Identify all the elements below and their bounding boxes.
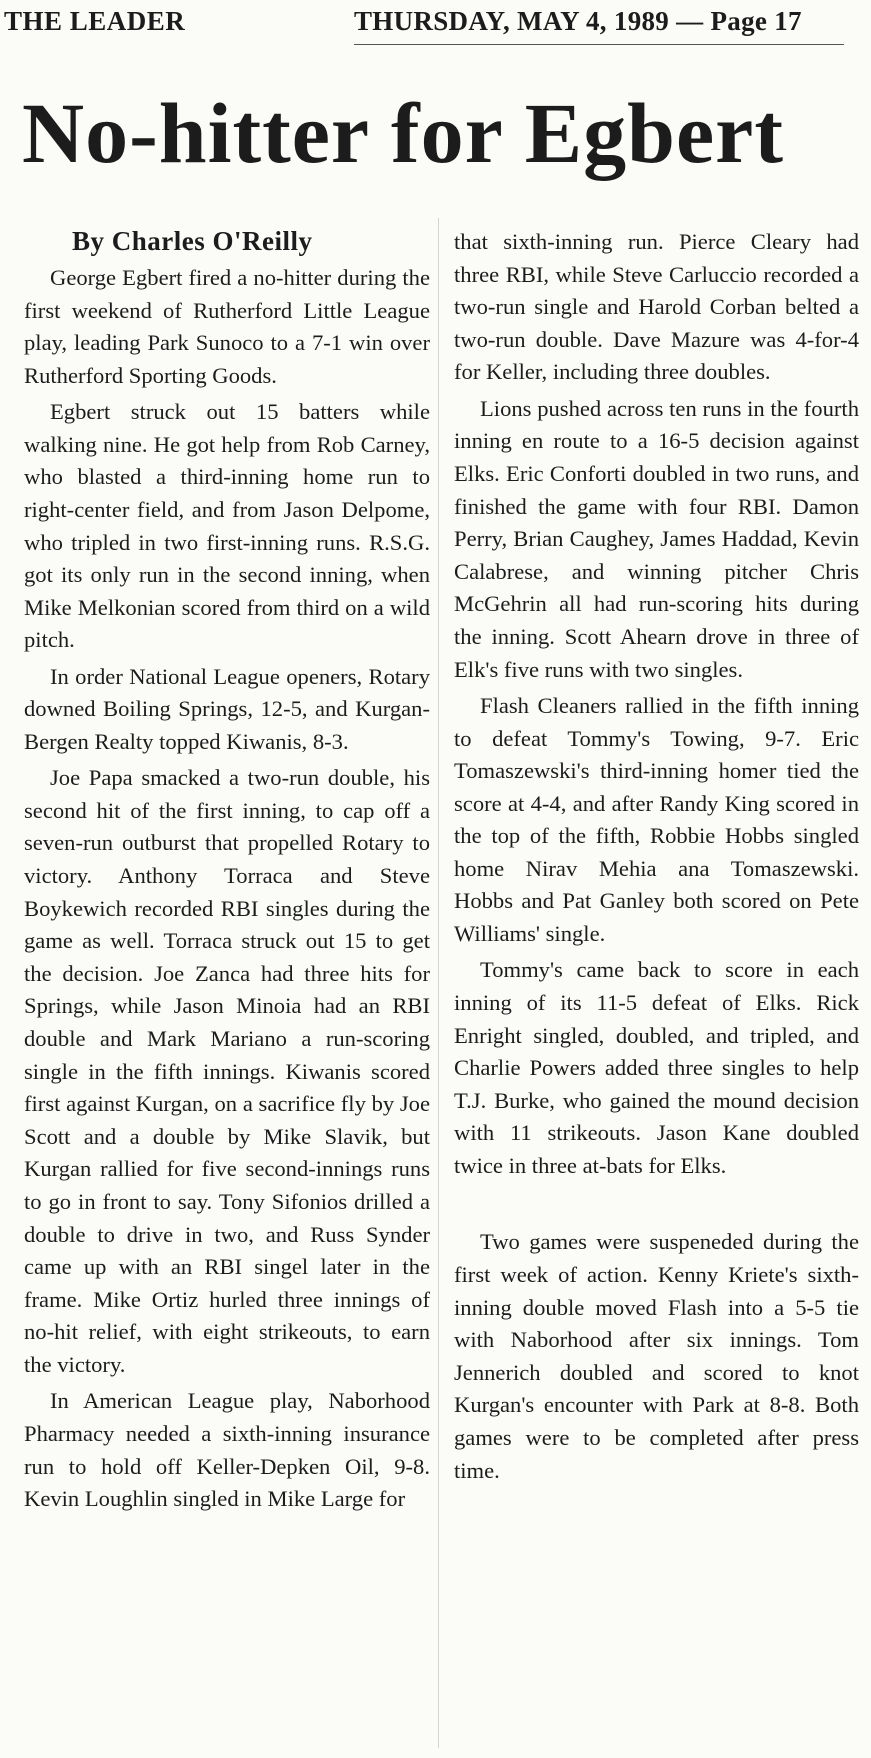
- paragraph: In American League play, Naborhood Pharmacy needed a sixth-inning insurance run to hold off Keller-Depken Oil, 9-8. Kevin Loughlin singled in Mike Large for: [24, 1388, 430, 1512]
- paragraph: Flash Cleaners rallied in the fifth inning to defeat Tommy's Towing, 9-7. Eric Tomaszewski's third-inning homer tied the score at 4-4, and after Randy King scored in the top of the fifth, Robbie Hobbs singled home Nirav Mehia ana Tomaszewski. Hobbs and Pat Ganley both scored on Pete Williams' single.: [454, 692, 859, 947]
- paragraph: Joe Papa smacked a two-run double, his second hit of the first inning, to cap off a seven-run outburst that propelled Rotary to victory. Anthony Torraca and Steve Boykewich recorded RBI singles during the game as well. Torraca struck out 15 to get the decision. Joe Zanca had three hits for Springs, while Jason Minoia had an RBI double and Mark Mariano a run-scoring single in the fifth innings. Kiwanis scored first against Kurgan, on a sacrifice fly by Joe Scott and a double by Mike Slavik, but Kurgan rallied for five second-innings runs to go in front to say. Tony Sifonios drilled a double to drive in two, and Russ Synder came up with an RBI singel later in the frame. Mike Ortiz hurled three innings of no-hit relief, with eight strikeouts, to earn the victory.: [24, 765, 430, 1377]
- column-divider: [438, 218, 439, 1748]
- paragraph: Egbert struck out 15 batters while walking nine. He got help from Rob Carney, who blasted a third-inning home run to right-center field, and from Jason Delpome, who tripled in two first-inning runs. R.S.G. got its only run in the second inning, when Mike Melkonian scored from third on a wild pitch.: [24, 399, 430, 653]
- article-column-left: [24, 226, 430, 1520]
- masthead: [0, 0, 871, 60]
- date-and-page: THURSDAY, MAY 4, 1989 — Page 17: [354, 6, 802, 36]
- paragraph: In order National League openers, Rotary downed Boiling Springs, 12-5, and Kurgan-Bergen Realty topped Kiwanis, 8-3.: [24, 663, 430, 754]
- paragraph-continued: that sixth-inning run. Pierce Cleary had three RBI, while Steve Carluccio recorded a two-run single and Harold Corban belted a two-run double. Dave Mazure was 4-for-4 for Keller, including three doubles.: [454, 229, 859, 385]
- section-gap: [454, 1186, 859, 1226]
- headline: No-hitter for Egbert: [22, 85, 784, 181]
- paragraph: George Egbert fired a no-hitter during the first weekend of Rutherford Little League play, leading Park Sunoco to a 7-1 win over Rutherford Sporting Goods.: [24, 265, 430, 388]
- paragraph: Lions pushed across ten runs in the fourth inning en route to a 16-5 decision against Elks. Eric Conforti doubled in two runs, and finished the game with four RBI. Damon Perry, Brian Caughey, James Haddad, Kevin Calabrese, and winning pitcher Chris McGehrin all had run-scoring hits during the inning. Scott Ahearn drove in three of Elk's five runs with two singles.: [454, 395, 859, 682]
- paragraph: Tommy's came back to score in each inning of its 11-5 defeat of Elks. Rick Enright singled, doubled, and tripled, and Charlie Powers added three singles to help T.J. Burke, who gained the mound decision with 11 strikeouts. Jason Kane doubled twice in three at-bats for Elks.: [454, 957, 859, 1179]
- newspaper-name: THE LEADER: [4, 6, 186, 36]
- paragraph: Two games were suspeneded during the first week of action. Kenny Kriete's sixth-inning double moved Flash into a 5-5 tie with Naborhood after six innings. Tom Jennerich doubled and scored to knot Kurgan's encounter with Park at 8-8. Both games were to be completed after press time.: [454, 1229, 859, 1483]
- byline: By Charles O'Reilly: [72, 226, 313, 256]
- article-column-right: [454, 226, 859, 1491]
- masthead-rule: [354, 44, 844, 45]
